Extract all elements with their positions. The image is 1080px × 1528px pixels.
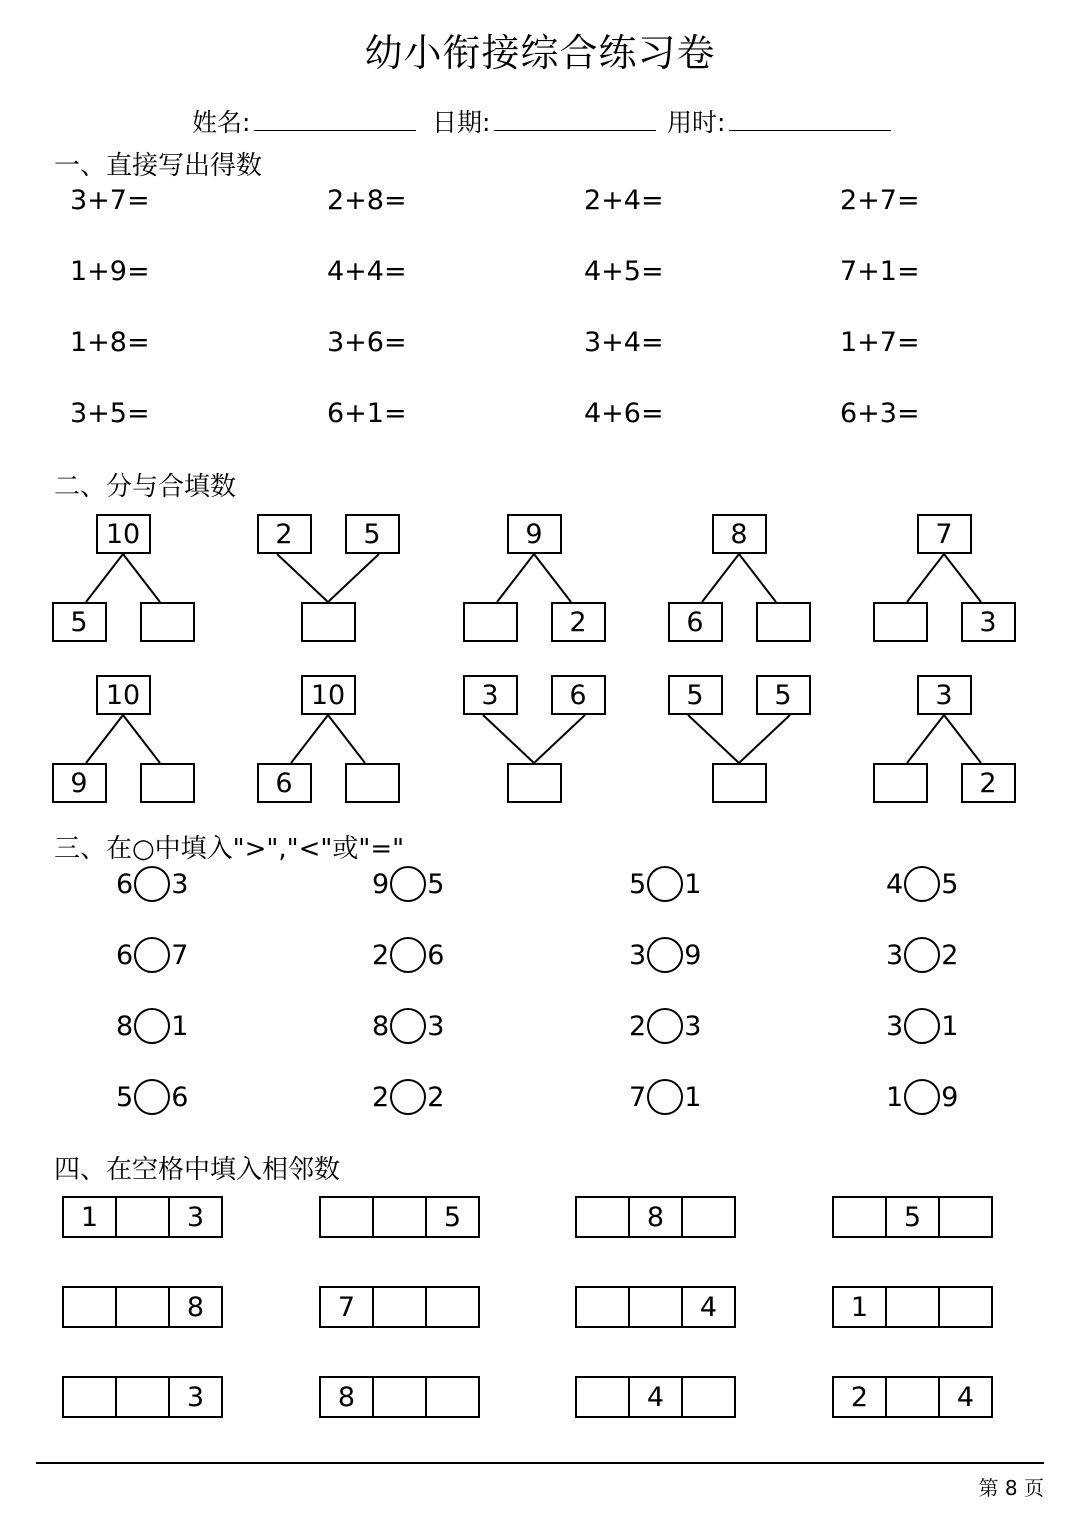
right-number: 5 <box>427 868 445 900</box>
right-number: 5 <box>941 868 959 900</box>
equation: 1+7= <box>840 327 920 358</box>
connector-line <box>328 715 365 763</box>
comparison-item <box>372 1079 444 1115</box>
equation: 2+7= <box>840 185 920 216</box>
equation: 3+4= <box>584 327 664 358</box>
compare-circle[interactable] <box>134 937 170 973</box>
connector-line <box>328 554 379 602</box>
number-box[interactable] <box>345 763 400 803</box>
comparison-item <box>116 1079 188 1115</box>
number-box: 7 <box>917 514 972 554</box>
left-number: 3 <box>629 939 647 971</box>
page-number: 第 8 页 <box>978 1476 1044 1500</box>
right-number: 2 <box>427 1081 445 1113</box>
compare-circle[interactable] <box>390 866 426 902</box>
compare-circle[interactable] <box>134 1079 170 1115</box>
left-number: 5 <box>629 868 647 900</box>
left-number: 3 <box>886 939 904 971</box>
strip-cell[interactable] <box>425 1286 480 1328</box>
compare-circle[interactable] <box>647 866 683 902</box>
connector-line <box>497 554 534 602</box>
equation: 3+6= <box>327 327 407 358</box>
number-strip <box>832 1196 993 1238</box>
strip-cell[interactable] <box>938 1286 993 1328</box>
strip-cell: 2 <box>832 1376 887 1418</box>
number-box: 5 <box>756 675 811 715</box>
right-number: 7 <box>171 939 189 971</box>
strip-cell[interactable] <box>425 1376 480 1418</box>
comparison-item <box>886 937 958 973</box>
strip-cell[interactable] <box>885 1376 940 1418</box>
number-box[interactable] <box>463 602 518 642</box>
comparison-item <box>372 937 444 973</box>
number-box[interactable] <box>301 602 356 642</box>
number-box[interactable] <box>873 763 928 803</box>
number-box: 2 <box>551 602 606 642</box>
connector-line <box>277 554 328 602</box>
number-box: 9 <box>507 514 562 554</box>
number-box: 6 <box>257 763 312 803</box>
connector-line <box>123 715 160 763</box>
comparison-item <box>629 1079 701 1115</box>
left-number: 8 <box>372 1010 390 1042</box>
left-number: 2 <box>372 1081 390 1113</box>
comparison-item <box>116 937 188 973</box>
comparison-item <box>886 1008 958 1044</box>
number-box: 6 <box>551 675 606 715</box>
right-number: 2 <box>941 939 959 971</box>
strip-cell[interactable] <box>885 1286 940 1328</box>
strip-cell[interactable] <box>319 1196 374 1238</box>
number-box: 2 <box>961 763 1016 803</box>
number-box: 9 <box>52 763 107 803</box>
comparison-item <box>116 866 188 902</box>
strip-cell[interactable] <box>372 1376 427 1418</box>
equation: 7+1= <box>840 256 920 287</box>
strip-cell[interactable] <box>575 1286 630 1328</box>
left-number: 1 <box>886 1081 904 1113</box>
number-box: 5 <box>52 602 107 642</box>
right-number: 1 <box>684 1081 702 1113</box>
section3-heading: 三、在○中填入">","<"或"=" <box>54 834 405 864</box>
compare-circle[interactable] <box>134 866 170 902</box>
name-label: 姓名: <box>192 108 251 137</box>
section2-heading: 二、分与合填数 <box>54 472 237 502</box>
strip-cell: 7 <box>319 1286 374 1328</box>
number-box[interactable] <box>140 602 195 642</box>
connector-line <box>944 715 981 763</box>
equation: 4+6= <box>584 398 664 429</box>
number-box: 10 <box>301 675 356 715</box>
connector-line <box>291 715 328 763</box>
connector-line <box>123 554 160 602</box>
number-box: 10 <box>96 514 151 554</box>
number-box: 5 <box>345 514 400 554</box>
connector-line <box>702 554 739 602</box>
compare-circle[interactable] <box>904 937 940 973</box>
compare-circle[interactable] <box>390 1079 426 1115</box>
page-title: 幼小衔接综合练习卷 <box>364 31 716 75</box>
strip-cell[interactable] <box>115 1286 170 1328</box>
comparison-item <box>629 1008 701 1044</box>
number-box: 3 <box>463 675 518 715</box>
connector-line <box>534 554 571 602</box>
compare-circle[interactable] <box>134 1008 170 1044</box>
number-box[interactable] <box>507 763 562 803</box>
connector-line <box>739 554 776 602</box>
strip-cell[interactable] <box>628 1286 683 1328</box>
equation: 1+8= <box>70 327 150 358</box>
strip-cell: 5 <box>885 1196 940 1238</box>
strip-cell[interactable] <box>372 1196 427 1238</box>
number-strip <box>62 1376 223 1418</box>
left-number: 4 <box>886 868 904 900</box>
compare-circle[interactable] <box>904 866 940 902</box>
strip-cell[interactable] <box>575 1376 630 1418</box>
strip-cell[interactable] <box>115 1196 170 1238</box>
right-number: 9 <box>684 939 702 971</box>
number-box[interactable] <box>712 763 767 803</box>
right-number: 1 <box>941 1010 959 1042</box>
equation: 3+7= <box>70 185 150 216</box>
comparison-item <box>116 1008 188 1044</box>
left-number: 9 <box>372 868 390 900</box>
compare-circle[interactable] <box>647 937 683 973</box>
strip-cell: 8 <box>628 1196 683 1238</box>
connector-line <box>907 715 944 763</box>
comparison-item <box>372 866 444 902</box>
number-strip <box>319 1196 480 1238</box>
equation: 4+5= <box>584 256 664 287</box>
connector-line <box>86 554 123 602</box>
connector-line <box>907 554 944 602</box>
comparison-item <box>372 1008 444 1044</box>
number-box: 10 <box>96 675 151 715</box>
strip-cell: 1 <box>832 1286 887 1328</box>
comparison-item <box>886 1079 958 1115</box>
connector-line <box>483 715 534 763</box>
left-number: 8 <box>116 1010 134 1042</box>
number-strip <box>62 1196 223 1238</box>
equation: 1+9= <box>70 256 150 287</box>
number-strip <box>62 1286 223 1328</box>
section1-heading: 一、直接写出得数 <box>54 151 263 181</box>
connector-line <box>739 715 790 763</box>
right-number: 1 <box>684 868 702 900</box>
equation: 6+1= <box>327 398 407 429</box>
strip-cell[interactable] <box>372 1286 427 1328</box>
right-number: 3 <box>684 1010 702 1042</box>
number-strip <box>575 1376 736 1418</box>
strip-cell[interactable] <box>681 1376 736 1418</box>
number-strip <box>832 1286 993 1328</box>
comparison-item <box>629 866 701 902</box>
equation: 3+5= <box>70 398 150 429</box>
number-strip <box>319 1286 480 1328</box>
comparison-item <box>629 937 701 973</box>
left-number: 6 <box>116 868 134 900</box>
number-box: 3 <box>961 602 1016 642</box>
number-box: 5 <box>668 675 723 715</box>
equation: 6+3= <box>840 398 920 429</box>
number-box: 2 <box>257 514 312 554</box>
right-number: 1 <box>171 1010 189 1042</box>
strip-cell: 4 <box>938 1376 993 1418</box>
left-number: 7 <box>629 1081 647 1113</box>
number-strip <box>832 1376 993 1418</box>
strip-cell: 3 <box>168 1196 223 1238</box>
strip-cell[interactable] <box>62 1286 117 1328</box>
equation: 2+8= <box>327 185 407 216</box>
connector-line <box>688 715 739 763</box>
left-number: 2 <box>372 939 390 971</box>
number-strip <box>319 1376 480 1418</box>
number-box[interactable] <box>756 602 811 642</box>
connector-line <box>86 715 123 763</box>
compare-circle[interactable] <box>390 937 426 973</box>
equation: 2+4= <box>584 185 664 216</box>
left-number: 3 <box>886 1010 904 1042</box>
number-strip <box>575 1286 736 1328</box>
compare-circle[interactable] <box>904 1008 940 1044</box>
strip-cell[interactable] <box>62 1376 117 1418</box>
right-number: 9 <box>941 1081 959 1113</box>
footer-rule <box>36 1462 1044 1464</box>
compare-circle[interactable] <box>647 1079 683 1115</box>
number-box: 8 <box>712 514 767 554</box>
strip-cell[interactable] <box>832 1196 887 1238</box>
strip-cell[interactable] <box>938 1196 993 1238</box>
number-strip <box>575 1196 736 1238</box>
strip-cell: 4 <box>681 1286 736 1328</box>
right-number: 3 <box>427 1010 445 1042</box>
number-box[interactable] <box>873 602 928 642</box>
time-label: 用时: <box>667 108 726 137</box>
section4-heading: 四、在空格中填入相邻数 <box>54 1155 341 1185</box>
strip-cell: 5 <box>425 1196 480 1238</box>
connector-line <box>534 715 585 763</box>
strip-cell: 3 <box>168 1376 223 1418</box>
number-box: 3 <box>917 675 972 715</box>
strip-cell: 4 <box>628 1376 683 1418</box>
comparison-item <box>886 866 958 902</box>
left-number: 2 <box>629 1010 647 1042</box>
right-number: 6 <box>427 939 445 971</box>
compare-circle[interactable] <box>390 1008 426 1044</box>
right-number: 6 <box>171 1081 189 1113</box>
compare-circle[interactable] <box>647 1008 683 1044</box>
right-number: 3 <box>171 868 189 900</box>
left-number: 6 <box>116 939 134 971</box>
number-box[interactable] <box>140 763 195 803</box>
left-number: 5 <box>116 1081 134 1113</box>
strip-cell: 8 <box>319 1376 374 1418</box>
strip-cell[interactable] <box>575 1196 630 1238</box>
strip-cell: 1 <box>62 1196 117 1238</box>
strip-cell[interactable] <box>115 1376 170 1418</box>
connector-line <box>944 554 981 602</box>
strip-cell[interactable] <box>681 1196 736 1238</box>
strip-cell: 8 <box>168 1286 223 1328</box>
compare-circle[interactable] <box>904 1079 940 1115</box>
number-box: 6 <box>668 602 723 642</box>
date-label: 日期: <box>432 108 491 137</box>
equation: 4+4= <box>327 256 407 287</box>
